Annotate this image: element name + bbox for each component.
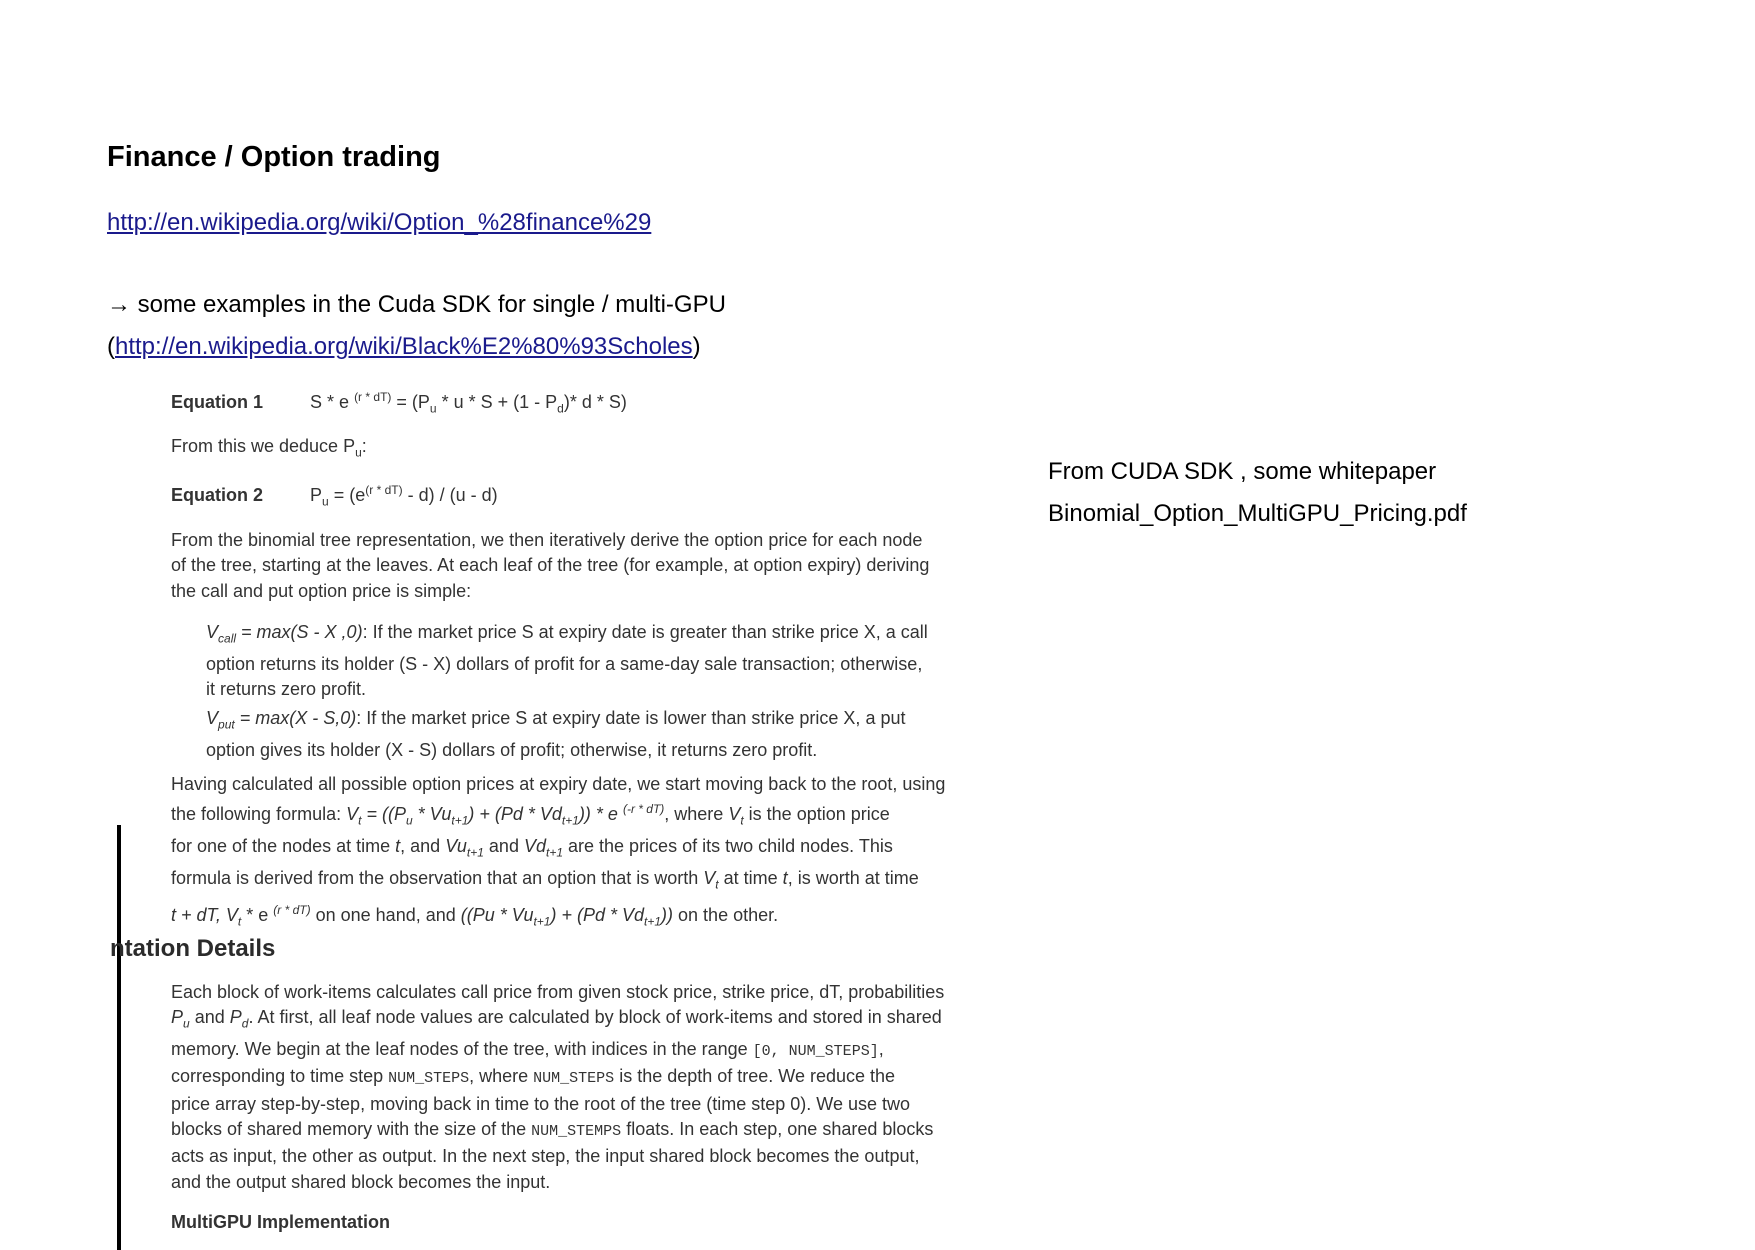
paren-open: ( bbox=[107, 333, 115, 360]
deduce-text: From this we deduce $P_u$: bbox=[171, 436, 367, 460]
whitepaper-excerpt-image bbox=[110, 380, 1015, 1240]
multigpu-heading: MultiGPU Implementation bbox=[171, 1212, 391, 1232]
intro-paragraph: From the binomial tree representation, we then iteratively derive the option price for each node of the tree, starting at the leaves. At each leaf of the tree (for example, at option expiry) deriving the call and put option price is simple: bbox=[171, 530, 930, 601]
wikipedia-black-scholes-link[interactable]: http://en.wikipedia.org/wiki/Black%E2%80%93Scholes bbox=[115, 333, 693, 360]
backprop-paragraph: Having calculated all possible option prices at expiry date, we start moving back to the root, using the following formula: $V_t = ((P_u * Vu_{t+1}) + (Pd * Vd_{t+1})) * e$ $^{(-r * dT)}$, where $V_t$ is the option price for one of the nodes at time t, and $Vu_{t+1}$ and $Vd_{t+1}$ are the prices of its two child nodes. This formula is derived from the observation that an option that is worth $V_t$ at time t, is worth at time t + dT, $V_t$ * e $^{(r * dT)}$ on one hand, and $((Pu * Vu_{t+1}) + (Pd * Vd_{t+1}))$ on the other. bbox=[171, 774, 946, 929]
implementation-paragraph: Each block of work-items calculates call price from given stock price, strike price, dT, probabilities $P_u$ and $P_d$. At first, all leaf node values are calculated by block of work-items and stored in shared memory. We begin at the leaf nodes of the tree, with indices in the range [0, NUM_STEPS], corresponding to time step NUM_STEPS, where NUM_STEPS is the depth of tree. We reduce the price array step-by-step, moving back in time to the root of the tree (time step 0). We use two blocks of shared memory with the size of the NUM_STEMPS floats. In each step, one shared blocks acts as input, the other as output. In the next step, the input shared block becomes the output, and the output shared block becomes the input. bbox=[171, 982, 945, 1192]
paren-close: ) bbox=[692, 333, 701, 360]
equation-1-formula: S * e $^{(r * dT)} = (P_u * u * S + (1 - P_d)*$ d * S) bbox=[310, 390, 627, 416]
side-note-source: From CUDA SDK , some whitepaper bbox=[1048, 458, 1437, 485]
vput-paragraph: $V_{put} = \max(X - S,0)$: If the market price S at expiry date is lower than strike price X, a put option gives its holder (X - S) dollars of profit; otherwise, it returns zero profit. bbox=[206, 708, 906, 760]
black-scholes-note bbox=[107, 333, 701, 361]
implementation-details-heading: ntation Details bbox=[110, 935, 276, 962]
equation-2 bbox=[171, 483, 498, 509]
equation-1 bbox=[171, 390, 627, 416]
equation-2-label: Equation 2 bbox=[171, 485, 264, 505]
equation-1-label: Equation 1 bbox=[171, 392, 264, 412]
wikipedia-option-link[interactable]: http://en.wikipedia.org/wiki/Option_%28finance%29 bbox=[107, 209, 652, 236]
equation-2-formula: $P_u = (e^{(r * dT)} - d) / (u - d)$ bbox=[310, 483, 498, 509]
vcall-paragraph: $V_{call} = \max(S - X$ ,0): If the market price S at expiry date is greater than strike price X, a call option returns its holder (S - X) dollars of profit for a same-day sale transaction; otherwise, it returns zero profit. bbox=[206, 622, 928, 700]
side-note-filename: Binomial_Option_MultiGPU_Pricing.pdf bbox=[1048, 500, 1467, 527]
slide-title: Finance / Option trading bbox=[107, 141, 441, 173]
cuda-sdk-note: → some examples in the Cuda SDK for single / multi-GPU bbox=[107, 291, 726, 318]
